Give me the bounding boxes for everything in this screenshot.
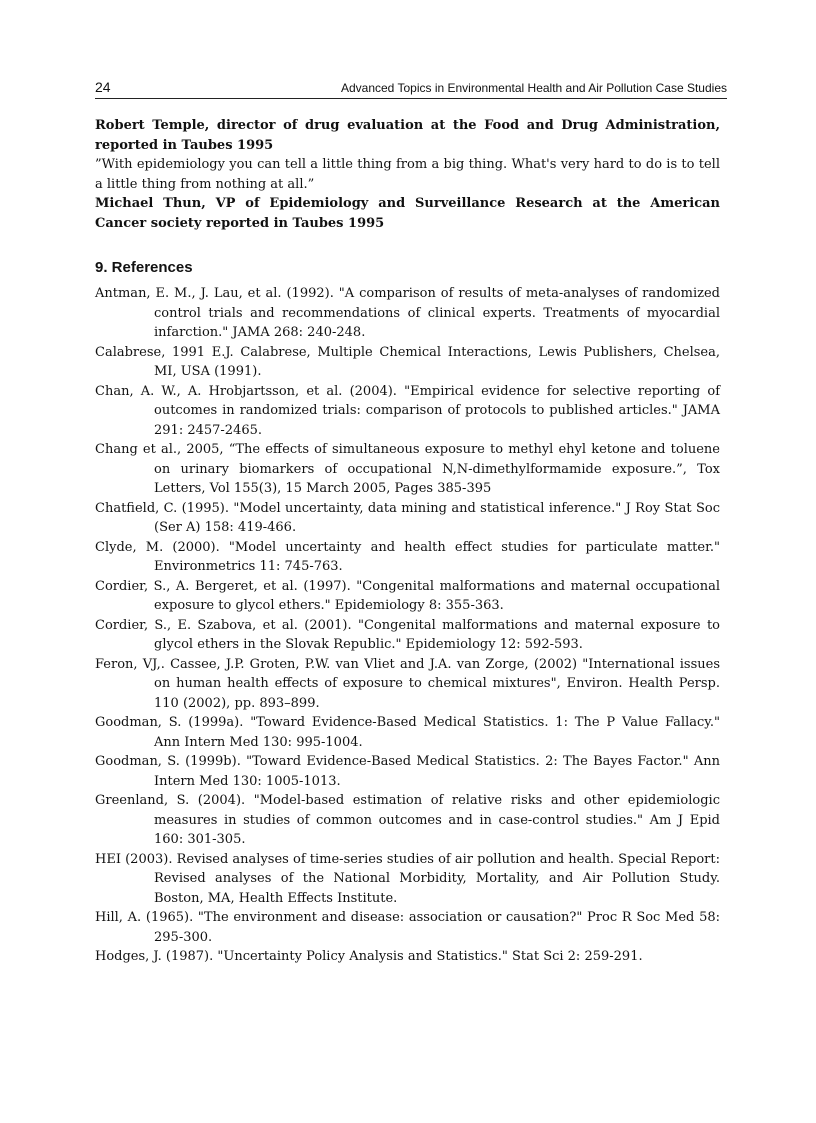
- reference-item: Cordier, S., E. Szabova, et al. (2001). "Congenital malformations and maternal exposure to glycol ethers in the Slovak Republic." Epidemiology 12: 592-593.: [95, 617, 720, 652]
- reference-item: Hill, A. (1965). "The environment and disease: association or causation?" Proc R Soc Med 58: 295-300.: [95, 910, 720, 945]
- reference-item: Chatfield, C. (1995). "Model uncertainty, data mining and statistical inference." J Roy Stat Soc (Ser A) 158: 419-466.: [95, 500, 720, 535]
- reference-item: HEI (2003). Revised analyses of time-series studies of air pollution and health. Special Report: Revised analyses of the National Morbidity, Mortality, and Air Pollution Study. Boston, MA, Health Effects Institute.: [95, 851, 720, 906]
- page-header: [95, 79, 727, 99]
- page-content: [95, 116, 720, 967]
- reference-item: Antman, E. M., J. Lau, et al. (1992). "A comparison of results of meta-analyses of randomized control trials and recommendations of clinical experts. Treatments of myocardial infarction." JAMA 268: 240-248.: [95, 286, 720, 340]
- reference-item: Cordier, S., A. Bergeret, et al. (1997). "Congenital malformations and maternal occupational exposure to glycol ethers." Epidemiology 8: 355-363.: [95, 578, 720, 613]
- running-title: Advanced Topics in Environmental Health and Air Pollution Case Studies: [340, 81, 727, 95]
- quote-attribution: Michael Thun, VP of Epidemiology and Surveillance Research at the American Cancer society reported in Taubes 1995: [95, 196, 720, 231]
- quote-text: ”With epidemiology you can tell a little thing from a big thing. What's very hard to do is to tell a little thing from nothing at all.”: [95, 157, 720, 192]
- reference-item: Goodman, S. (1999a). "Toward Evidence-Based Medical Statistics. 1: The P Value Fallacy." Ann Intern Med 130: 995-1004.: [95, 715, 720, 750]
- reference-item: Chan, A. W., A. Hrobjartsson, et al. (2004). "Empirical evidence for selective reporting of outcomes in randomized trials: comparison of protocols to published articles." JAMA 291: 2457-2465.: [95, 383, 720, 438]
- reference-item: Clyde, M. (2000). "Model uncertainty and health effect studies for particulate matter." Environmetrics 11: 745-763.: [95, 539, 720, 574]
- reference-item: Calabrese, 1991 E.J. Calabrese, Multiple Chemical Interactions, Lewis Publishers, Chelsea, MI, USA (1991).: [95, 344, 720, 379]
- reference-item: Chang et al., 2005, “The effects of simultaneous exposure to methyl ehyl ketone and toluene on urinary biomarkers of occupational N,N-dimethylformamide exposure.”, Tox Letters, Vol 155(3), 15 March 2005, Pages 385-395: [95, 442, 720, 496]
- section-title: 9. References: [95, 259, 193, 276]
- reference-item: Feron, VJ,. Cassee, J.P. Groten, P.W. van Vliet and J.A. van Zorge, (2002) "International issues on human health effects of exposure to chemical mixtures", Environ. Health Persp. 110 (2002), pp. 893–899.: [95, 656, 720, 711]
- quote-attribution: Robert Temple, director of drug evaluation at the Food and Drug Administration, reported in Taubes 1995: [95, 118, 720, 153]
- reference-item: Hodges, J. (1987). "Uncertainty Policy Analysis and Statistics." Stat Sci 2: 259-291.: [95, 949, 643, 964]
- reference-list: [95, 284, 720, 967]
- reference-item: Greenland, S. (2004). "Model-based estimation of relative risks and other epidemiologic measures in studies of common outcomes and in case-control studies." Am J Epid 160: 301-305.: [95, 793, 720, 847]
- reference-item: Goodman, S. (1999b). "Toward Evidence-Based Medical Statistics. 2: The Bayes Factor." Ann Intern Med 130: 1005-1013.: [95, 754, 720, 789]
- page-number: 24: [95, 79, 111, 95]
